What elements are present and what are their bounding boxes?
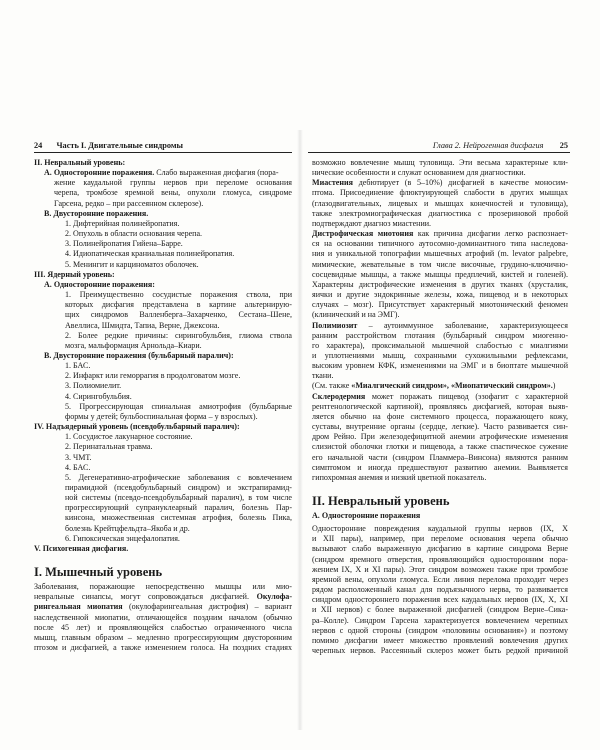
line-text: B. Двусторонние поражения. [44, 208, 149, 218]
text-line [312, 626, 568, 636]
outline-line [34, 473, 292, 483]
line-text: 3. ЧМТ. [65, 452, 92, 462]
line-text: птозом и дисфагией, а также изменением голоса. На поздних стадиях [34, 643, 292, 653]
line-text: 1. Преимущественно сосудистые поражения ствола, при [65, 290, 292, 300]
line-text: 3. Полинейропатия Гийена–Барре. [65, 239, 183, 249]
text-line [312, 270, 568, 280]
text-line [312, 422, 568, 432]
outline-line [34, 199, 292, 209]
line-text: и уплотнениями мышц, сохранными сухожильными рефлексами, [312, 350, 568, 360]
line-text: птома. Присоединение флюктуирующей слабости в других мышцах [312, 188, 568, 198]
text-line [312, 219, 568, 229]
outline-line [34, 503, 292, 513]
text-line [312, 453, 568, 463]
line-text: нервов с одной стороны (синдром «половины основания») и поэтому [312, 625, 568, 635]
text-line [312, 321, 568, 331]
line-text: IV. Надъядерный уровень (псевдобульбарный паралич): [34, 422, 240, 432]
line-text: 3. Полиомиелит. [65, 381, 122, 391]
text-line [34, 643, 292, 653]
line-text: нические особенности и служат основанием для диагностики. [312, 168, 526, 178]
line-text: кинсона, множественная системная атрофия, болезнь Пика, [65, 513, 292, 523]
text-line [312, 575, 568, 585]
muscular-level-continued [312, 158, 568, 483]
right-page [300, 0, 600, 750]
text-line [312, 565, 568, 575]
outline-line [34, 321, 292, 331]
line-text: жением IX, X и XI пары). Этот синдром возможен также при тромбозе [312, 564, 568, 574]
outline-line [34, 300, 292, 310]
outline-line [34, 331, 292, 341]
line-text: мозга, мальформация Арнольда–Киари. [65, 340, 202, 350]
line-text: прогрессирующий супрануклеарный паралич, болезнь Пар- [65, 503, 292, 513]
text-line [312, 229, 568, 239]
line-text: 4. БАС. [65, 462, 91, 472]
line-text: вызывают слабо выраженную дисфагию в картине синдрома Верне [312, 544, 568, 554]
text-line [312, 168, 568, 178]
outline-line [34, 209, 292, 219]
line-text: синдром одностороннего поражения всех каудальных нервов (IX, X, XI [312, 595, 568, 605]
line-text: 1. Сосудистое лакунарное состояние. [65, 432, 193, 442]
line-text: дебютирует (в 5–10%) дисфагией в качестве моносим- [352, 178, 568, 188]
line-text: суставы, внутренние органы (сердце, легкие). Часто развивается син- [312, 422, 568, 432]
line-text: формы у детей; бульбоспинальная форма – у взрослых). [65, 411, 258, 421]
text-line [312, 280, 568, 290]
outline-line [34, 310, 292, 320]
bold-term: Склеродермия [312, 391, 366, 401]
line-text: яички и другие эндокринные железы, кожа, пищевод и в некоторых [312, 290, 568, 300]
line-text: 6. Гипоксическая энцефалопатия. [65, 533, 180, 543]
text-line [312, 290, 568, 300]
line-text: 1. Дифтерийная полинейропатия. [65, 218, 180, 228]
line-text: сосцевидные мышцы, а также мышцы предплечий, кистей и голеней). [312, 269, 568, 279]
text-line [312, 371, 568, 381]
line-text: 5. Дегенеративно-атрофические заболевания с вовлечением [65, 472, 292, 482]
line-text: после 45 лет) и проявляющейся слабостью ограниченного числа [34, 622, 292, 632]
outline-line [34, 544, 292, 554]
line-text: пирамидной (псевдобульбарный синдром) и экстрапирамид- [65, 483, 292, 492]
line-text: Односторонние повреждения каудальной группы нервов (IX, X [312, 524, 568, 534]
outline-line [34, 341, 292, 351]
outline-line [34, 463, 292, 473]
text-line [312, 361, 568, 371]
line-text: и XII нервов) с более выраженной дисфагией (синдром Верне–Сика- [312, 605, 568, 615]
left-page-header [34, 141, 294, 151]
outline-line [34, 412, 292, 422]
text-line [312, 392, 568, 402]
text-line [34, 582, 292, 592]
subheading-unilateral: A. Односторонние поражения [312, 511, 421, 520]
text-line [312, 351, 568, 361]
right-page-number: 25 [559, 141, 568, 150]
outline-line [34, 249, 292, 259]
line-text: (клинический и на ЭМГ). [312, 310, 400, 320]
outline-line [34, 432, 292, 442]
outline-line [34, 178, 292, 188]
outline-line [34, 361, 292, 371]
line-text: жение каудальной группы нервов при переломе основания [54, 178, 292, 188]
text-line [34, 633, 292, 643]
line-text: помимо дисфагии имеет множество проявлений вовлечения других [312, 635, 568, 645]
text-line [312, 616, 568, 626]
text-line [34, 592, 292, 602]
right-page-body [312, 158, 568, 656]
line-text: 4. Идиопатическая краниальная полинейропатия. [65, 249, 235, 259]
line-text: ранним расстройством глотания (бульбарный синдром миогенно- [312, 330, 568, 340]
left-running-title: Часть I. Двигательные синдромы [56, 141, 183, 150]
text-line [312, 249, 568, 259]
bold-term: рингеальная миопатия [34, 602, 123, 612]
text-line [312, 341, 568, 351]
text-line [312, 209, 568, 219]
text-line [34, 613, 292, 623]
line-text: ра–Колле). Синдром Гарсена характеризуется вовлечением черепных [312, 615, 568, 625]
line-text: (окулофарингеальная дистрофия) – вариант [122, 602, 292, 612]
line-text: Слабо выраженная дисфагия (пора- [154, 168, 279, 178]
line-text: ся на основании типичного аутосомно-доминантного типа наследова- [312, 239, 568, 249]
line-text: Гарсена, редко – при рассеянном склерозе). [54, 198, 204, 208]
line-text: ной системы (псевдо-псевдобульбарный паралич), в том числе [65, 493, 292, 503]
outline-line [34, 239, 292, 249]
line-text: Заболевания, поражающие непосредственно мышцы или мио- [34, 582, 292, 592]
text-line [312, 646, 568, 656]
text-line [312, 442, 568, 452]
bold-term: Полимиозит [312, 320, 358, 330]
line-text: A. Односторонние поражения. [44, 168, 155, 178]
line-text: 2. Перинатальная травма. [65, 442, 153, 452]
bold-term: Дистрофическая миотония [312, 229, 414, 239]
outline-line [34, 168, 292, 178]
line-text: V. Психогенная дисфагия. [34, 543, 129, 553]
text-line [312, 402, 568, 412]
line-text: болезнь Крейтцфельдта–Якоба и др. [65, 523, 190, 533]
right-page-header [308, 141, 568, 151]
section-title-neural: II. Невральный уровень [312, 494, 450, 508]
text-line [312, 463, 568, 473]
outline-line [34, 158, 292, 168]
line-text: 2. Опухоль в области основания черепа. [65, 229, 203, 239]
outline-line [34, 290, 292, 300]
text-line [34, 602, 292, 612]
text-line [312, 300, 568, 310]
text-line [312, 636, 568, 646]
line-text: как причина дисфагии легко распознает- [413, 229, 568, 239]
classification-outline [34, 158, 292, 554]
text-line [312, 412, 568, 422]
line-text: рядом расположенный канал для подъязычного нерва, то развивается [312, 585, 568, 595]
text-line [312, 432, 568, 442]
line-text: 1. БАС. [65, 361, 91, 371]
line-text: гипохромная анемия и низкий цветной показатель. [312, 472, 487, 482]
outline-line [34, 392, 292, 402]
line-text: 5. Менингит и карциноматоз оболочек. [65, 259, 199, 269]
line-text: наследственной миопатии, отличающейся поздним началом (обычно [34, 612, 292, 622]
line-text: A. Односторонние поражения: [44, 279, 155, 289]
line-text: и XII пары), например, при переломе основания черепа обычно [312, 534, 568, 544]
outline-line [34, 513, 292, 523]
line-text: ) [552, 381, 556, 391]
line-text: щих синдромов Валленберга–Захарченко, Сестана–Шене, [65, 310, 292, 320]
line-text: мышц, главным образом – медленно прогрессирующим двусторонним [34, 632, 292, 642]
line-text: ляется обычно на фоне системного процесса, поражающего кожу, [312, 411, 568, 421]
outline-line [34, 260, 292, 270]
text-line [312, 158, 568, 168]
line-text: го характера), проксимальной мышечной слабостью с миалгиями [312, 340, 568, 350]
line-text: мимические, жевательные в том числе височные, грудино-ключично- [312, 259, 568, 269]
line-text: III. Ядерный уровень: [34, 269, 115, 279]
text-line [312, 585, 568, 595]
line-text: подтверждают диагноз миастении. [312, 218, 432, 228]
line-text: дром Рейно. При железодефицитной анемии атрофические изменения [312, 432, 568, 442]
line-text: II. Невральный уровень: [34, 158, 126, 167]
line-text: ния и уникальной топографии мышечных атрофий (m. levator palpebre, [312, 249, 568, 259]
section-title-muscular: I. Мышечный уровень [34, 565, 163, 580]
line-text: (См. также [312, 381, 352, 391]
outline-line [34, 371, 292, 381]
text-line [312, 381, 568, 391]
line-text: высоким уровнем КФК, изменениями на ЭМГ и в биоптате мышечной [312, 361, 568, 371]
text-line [312, 199, 568, 209]
outline-line [34, 280, 292, 290]
muscular-level-text [34, 582, 292, 653]
line-text: черепа, тромбозе яремной вены, опухоли гломуса, синдроме [54, 188, 292, 198]
line-text: Характерны дистрофические изменения в других тканях (хрусталик, [312, 279, 568, 289]
line-text: 2. Более редкие причины: сирингобульбия, глиома ствола [65, 330, 292, 340]
line-text: слизистой оболочки глотки и пищевода, а также спастическое сужение [312, 442, 568, 452]
outline-line [34, 453, 292, 463]
line-text: невральные синапсы, могут сопровождаться дисфагией. [34, 592, 249, 602]
left-page-number: 24 [34, 141, 43, 150]
text-line [312, 524, 568, 534]
text-line [312, 331, 568, 341]
left-header-rule [34, 152, 292, 153]
line-text: также электромиографическая диагностика с прозериновой пробой [312, 208, 568, 218]
line-text: B. Двусторонние поражения (бульбарный паралич): [44, 350, 234, 360]
line-text: его начальной части (синдром Пламмера–Винсона) являются ранним [312, 452, 568, 462]
line-text: ткани. [312, 371, 334, 381]
outline-line [34, 402, 292, 412]
right-header-rule [308, 152, 570, 153]
outline-line [34, 351, 292, 361]
text-line [34, 623, 292, 633]
outline-line [34, 483, 292, 493]
line-text: (синдром яремного отверстия, проявляющийся односторонним пора- [312, 554, 568, 564]
line-text: возможно вовлечение мышц туловища. Эти весьма характерные кли- [312, 158, 568, 167]
line-text: рентгенологической картиной), проявляясь дисфагией, которая выяв- [312, 401, 568, 411]
bold-term: Миастения [312, 178, 353, 188]
line-text: 4. Сирингобульбия. [65, 391, 132, 401]
text-line [312, 239, 568, 249]
text-line [312, 260, 568, 270]
line-text: 2. Инфаркт или геморрагия в продолговатом мозге. [65, 371, 241, 381]
line-text: которых дисфагия представлена в картине альтернирую- [65, 300, 292, 310]
text-line [312, 534, 568, 544]
line-text: (глазодвигательных, лицевых и мышцах конечностей и туловища), [312, 198, 568, 208]
text-line [312, 178, 568, 188]
right-running-title: Глава 2. Нейрогенная дисфагия [432, 141, 544, 150]
outline-line [34, 524, 292, 534]
outline-line [34, 422, 292, 432]
line-text: Авеллиса, Шмидта, Тапиа, Верне, Джексона. [65, 320, 220, 330]
outline-line [34, 493, 292, 503]
line-text: – аутоиммунное заболевание, характеризующееся [357, 320, 568, 330]
line-text: может поражать пищевод (эзофагит с характерной [365, 391, 568, 401]
line-text: 5. Прогрессирующая спинальная амиотрофия (бульбарные [65, 401, 292, 411]
text-line [312, 555, 568, 565]
bold-term: Окулофа- [248, 592, 292, 602]
text-line [312, 544, 568, 554]
bold-term: «Миалгический синдром», «Миопатический синдром». [351, 381, 553, 391]
outline-line [34, 381, 292, 391]
outline-line [34, 270, 292, 280]
text-line [312, 473, 568, 483]
outline-line [34, 188, 292, 198]
text-line [312, 310, 568, 320]
line-text: симптомом и иногда предшествуют развитию анемии. Выявляется [312, 462, 568, 472]
left-page-body [34, 158, 292, 653]
line-text: яремной вены, опухоли гломуса. Если линия перелома проходит через [312, 574, 568, 584]
text-line [312, 188, 568, 198]
line-text: черепных нервов. Рассеянный склероз может быть редкой причиной [312, 646, 568, 656]
outline-line [34, 442, 292, 452]
text-line [312, 595, 568, 605]
neural-level-text [312, 524, 568, 656]
text-line [312, 605, 568, 615]
outline-line [34, 534, 292, 544]
outline-line [34, 229, 292, 239]
line-text: случаях – мозг). Присутствует характерный миотонический феномен [312, 300, 568, 310]
outline-line [34, 219, 292, 229]
